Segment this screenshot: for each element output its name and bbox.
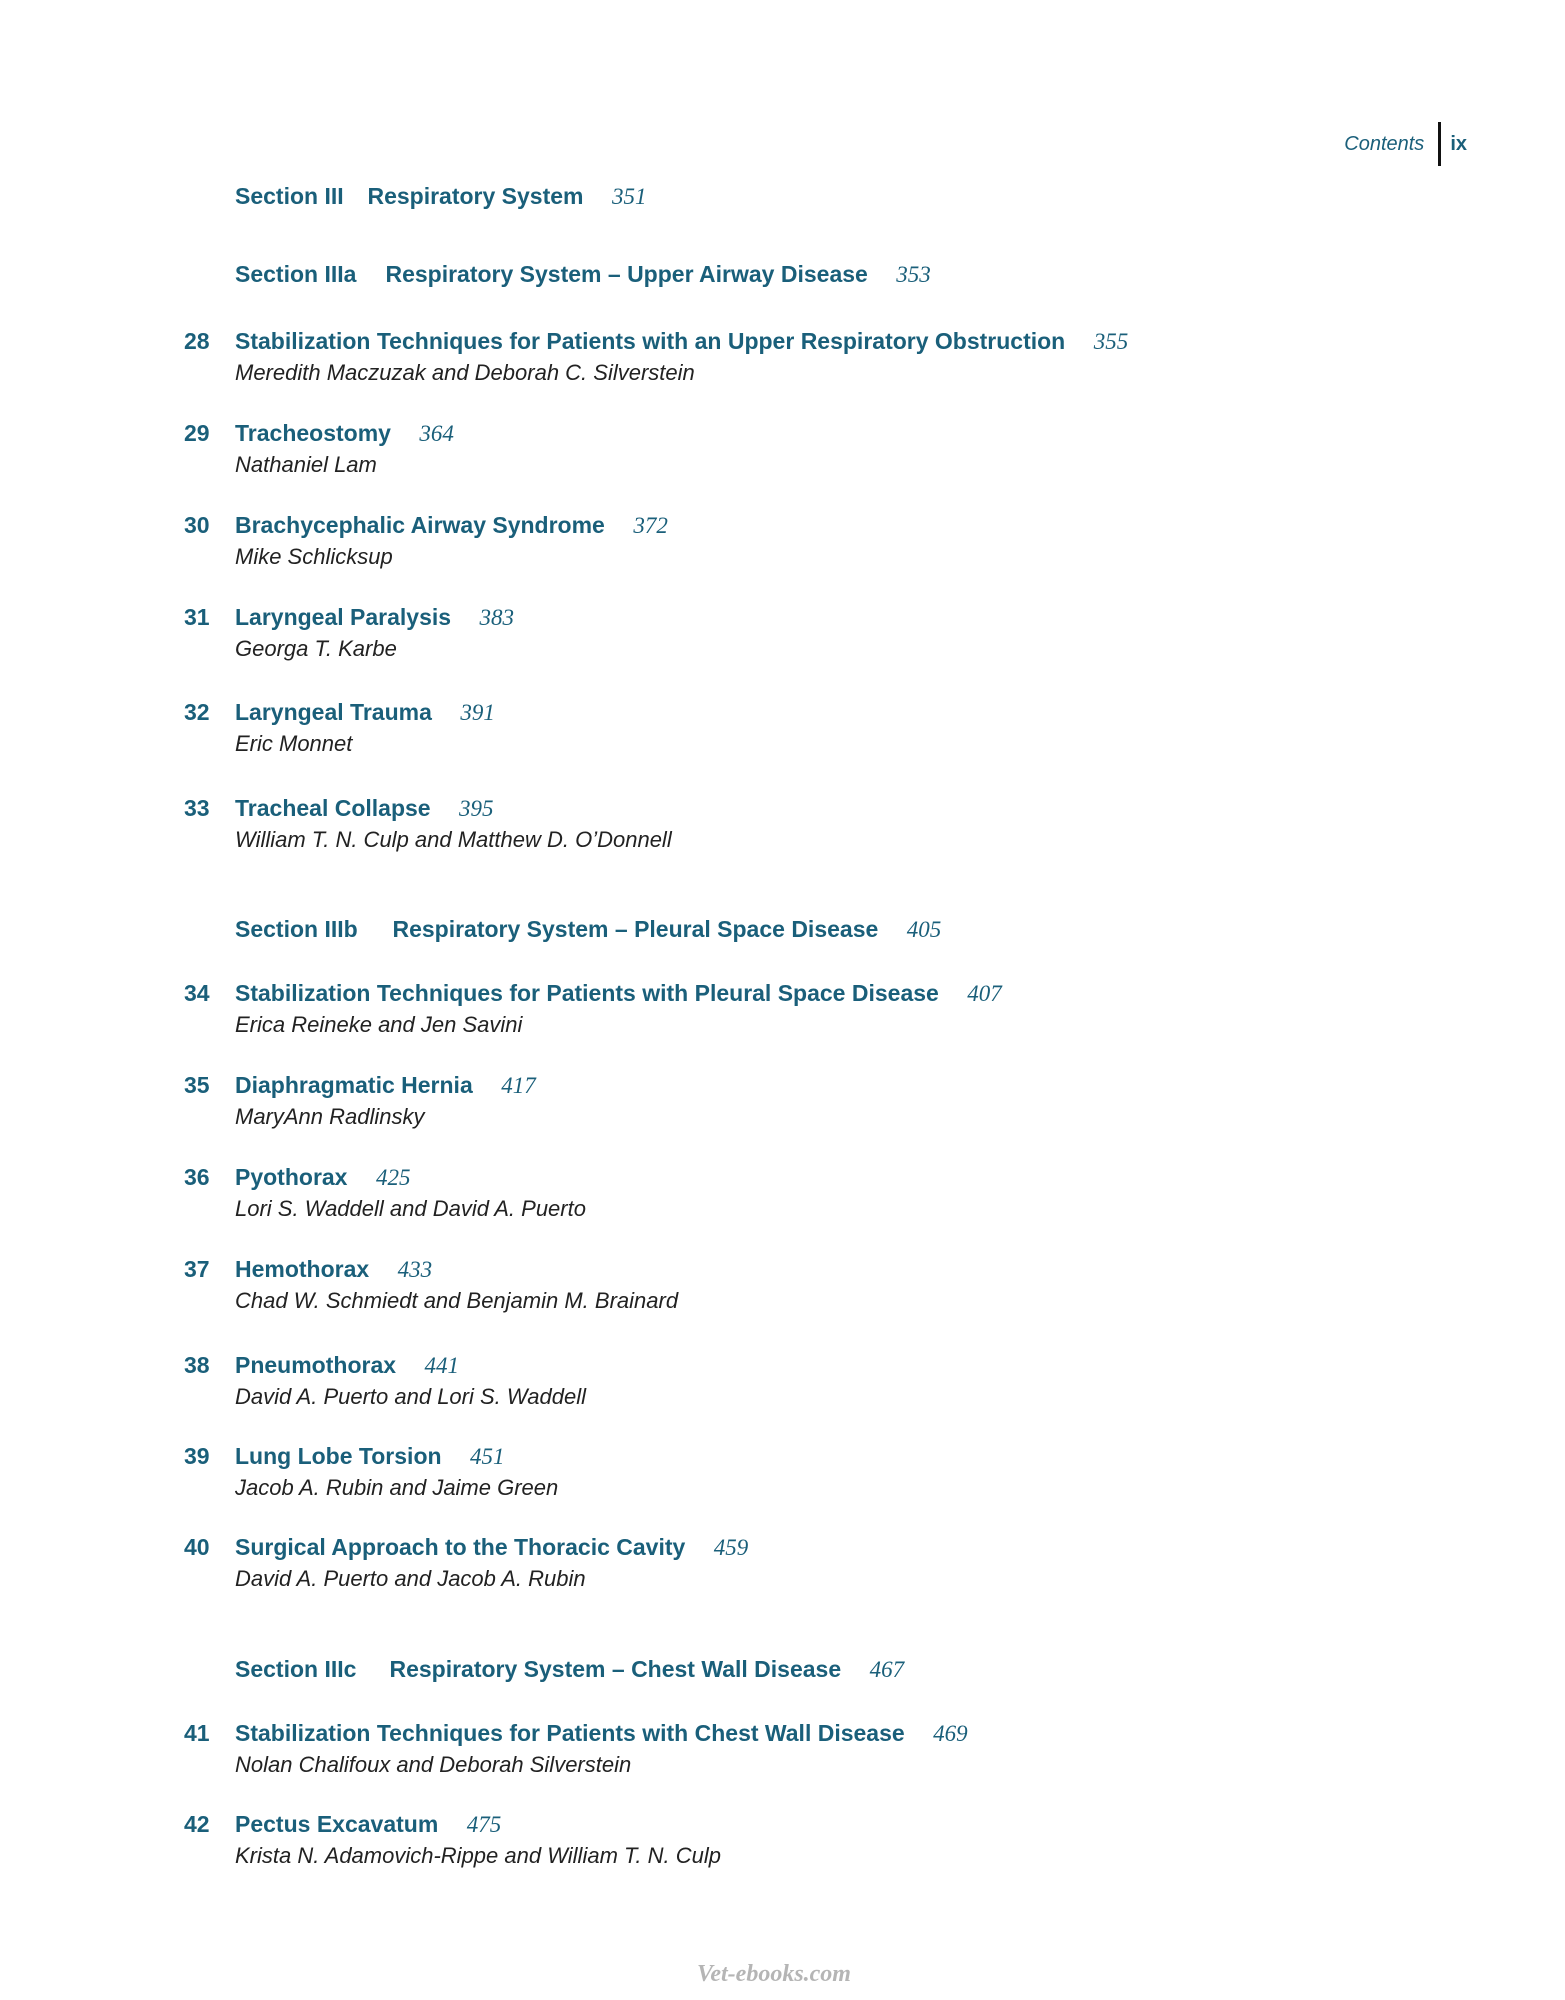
section-label: Section IIIc: [235, 1656, 357, 1682]
section-page: 353: [896, 262, 931, 287]
chapter-page: 441: [424, 1353, 459, 1378]
chapter-title: Laryngeal Paralysis: [235, 604, 452, 630]
toc-entry[interactable]: [0, 1069, 1565, 1129]
chapter-authors: Erica Reineke and Jen Savini: [235, 1012, 523, 1037]
chapter-authors: William T. N. Culp and Matthew D. O’Donnell: [235, 827, 672, 852]
chapter-title: Tracheal Collapse: [235, 795, 431, 821]
section-heading[interactable]: [0, 180, 1565, 212]
chapter-title: Tracheostomy: [235, 420, 391, 446]
toc-entry[interactable]: [0, 1161, 1565, 1221]
chapter-authors: Chad W. Schmiedt and Benjamin M. Brainard: [235, 1288, 679, 1313]
toc-entry[interactable]: [0, 977, 1565, 1037]
section-page: 467: [869, 1657, 905, 1682]
chapter-title: Pyothorax: [235, 1164, 348, 1190]
chapter-number: 35: [184, 1072, 210, 1098]
chapter-title: Diaphragmatic Hernia: [235, 1072, 473, 1098]
section-label: Section IIIa: [235, 261, 357, 287]
chapter-title: Surgical Approach to the Thoracic Cavity: [235, 1534, 686, 1560]
chapter-title: Laryngeal Trauma: [235, 699, 432, 725]
chapter-page: 475: [466, 1812, 502, 1837]
chapter-number: 40: [184, 1534, 210, 1560]
chapter-page: 391: [460, 700, 495, 725]
chapter-page: 459: [713, 1535, 749, 1560]
section-label: Section IIIb: [235, 916, 358, 942]
chapter-number: 42: [184, 1811, 210, 1837]
chapter-page: 425: [375, 1165, 411, 1190]
section-page: 405: [906, 917, 942, 942]
chapter-authors: Meredith Maczuzak and Deborah C. Silverstein: [235, 360, 695, 385]
toc-entry[interactable]: [0, 1717, 1565, 1777]
toc-entry[interactable]: [0, 696, 1565, 756]
chapter-page: 469: [933, 1721, 968, 1746]
chapter-number: 32: [184, 699, 210, 725]
chapter-title: Pectus Excavatum: [235, 1811, 439, 1837]
chapter-authors: Georga T. Karbe: [235, 636, 397, 661]
chapter-title: Stabilization Techniques for Patients with Pleural Space Disease: [235, 980, 939, 1006]
chapter-page: 451: [470, 1444, 505, 1469]
chapter-title: Lung Lobe Torsion: [235, 1443, 442, 1469]
section-title: Respiratory System – Pleural Space Disease: [392, 916, 879, 942]
toc-entry[interactable]: [0, 1531, 1565, 1591]
toc-entry[interactable]: [0, 1808, 1565, 1868]
chapter-authors: Jacob A. Rubin and Jaime Green: [235, 1475, 559, 1500]
chapter-number: 36: [184, 1164, 210, 1190]
chapter-number: 41: [184, 1720, 210, 1746]
chapter-authors: David A. Puerto and Lori S. Waddell: [235, 1384, 586, 1409]
chapter-page: 372: [633, 513, 668, 538]
chapter-number: 33: [184, 795, 210, 821]
chapter-page: 433: [397, 1257, 433, 1282]
chapter-number: 28: [184, 328, 210, 354]
chapter-authors: Eric Monnet: [235, 731, 353, 756]
chapter-authors: Lori S. Waddell and David A. Puerto: [235, 1196, 586, 1221]
chapter-authors: Nolan Chalifoux and Deborah Silverstein: [235, 1752, 632, 1777]
chapter-title: Stabilization Techniques for Patients with an Upper Respiratory Obstruction: [235, 328, 1066, 354]
chapter-number: 34: [184, 980, 210, 1006]
chapter-page: 395: [459, 796, 494, 821]
header-label: Contents: [1344, 132, 1425, 155]
chapter-title: Pneumothorax: [235, 1352, 397, 1378]
chapter-page: 364: [419, 421, 454, 446]
chapter-authors: MaryAnn Radlinsky: [235, 1104, 425, 1129]
toc-entry[interactable]: [0, 1440, 1565, 1500]
chapter-page: 383: [479, 605, 515, 630]
section-heading[interactable]: [0, 258, 1565, 290]
watermark-text: Vet-ebooks.com: [697, 1961, 851, 1987]
chapter-authors: Mike Schlicksup: [235, 544, 393, 569]
toc-entry[interactable]: [0, 509, 1565, 569]
toc-entry[interactable]: [0, 325, 1565, 385]
chapter-page: 355: [1093, 329, 1129, 354]
chapter-number: 39: [184, 1443, 210, 1469]
section-label: Section III: [235, 183, 344, 209]
toc-entry[interactable]: [0, 601, 1565, 661]
section-title: Respiratory System: [367, 183, 584, 209]
toc-entry[interactable]: [0, 1349, 1565, 1409]
header-page-number: ix: [1450, 132, 1467, 155]
toc-entry[interactable]: [0, 792, 1565, 852]
chapter-number: 38: [184, 1352, 210, 1378]
chapter-authors: Krista N. Adamovich-Rippe and William T. N. Culp: [235, 1843, 722, 1868]
section-heading[interactable]: [0, 913, 1565, 945]
chapter-authors: David A. Puerto and Jacob A. Rubin: [235, 1566, 586, 1591]
section-title: Respiratory System – Chest Wall Disease: [389, 1656, 842, 1682]
section-heading[interactable]: [0, 1653, 1565, 1685]
section-title: Respiratory System – Upper Airway Disease: [385, 261, 868, 287]
watermark-logo: [695, 1955, 875, 1989]
chapter-page: 417: [501, 1073, 536, 1098]
toc-entry[interactable]: [0, 417, 1565, 477]
section-page: 351: [611, 184, 647, 209]
running-header: [1344, 122, 1467, 166]
chapter-number: 29: [184, 420, 210, 446]
toc-entry[interactable]: [0, 1253, 1565, 1313]
chapter-title: Stabilization Techniques for Patients with Chest Wall Disease: [235, 1720, 905, 1746]
chapter-number: 31: [184, 604, 210, 630]
chapter-authors: Nathaniel Lam: [235, 452, 377, 477]
chapter-page: 407: [967, 981, 1002, 1006]
chapter-title: Brachycephalic Airway Syndrome: [235, 512, 605, 538]
chapter-number: 37: [184, 1256, 210, 1282]
chapter-title: Hemothorax: [235, 1256, 370, 1282]
chapter-number: 30: [184, 512, 210, 538]
